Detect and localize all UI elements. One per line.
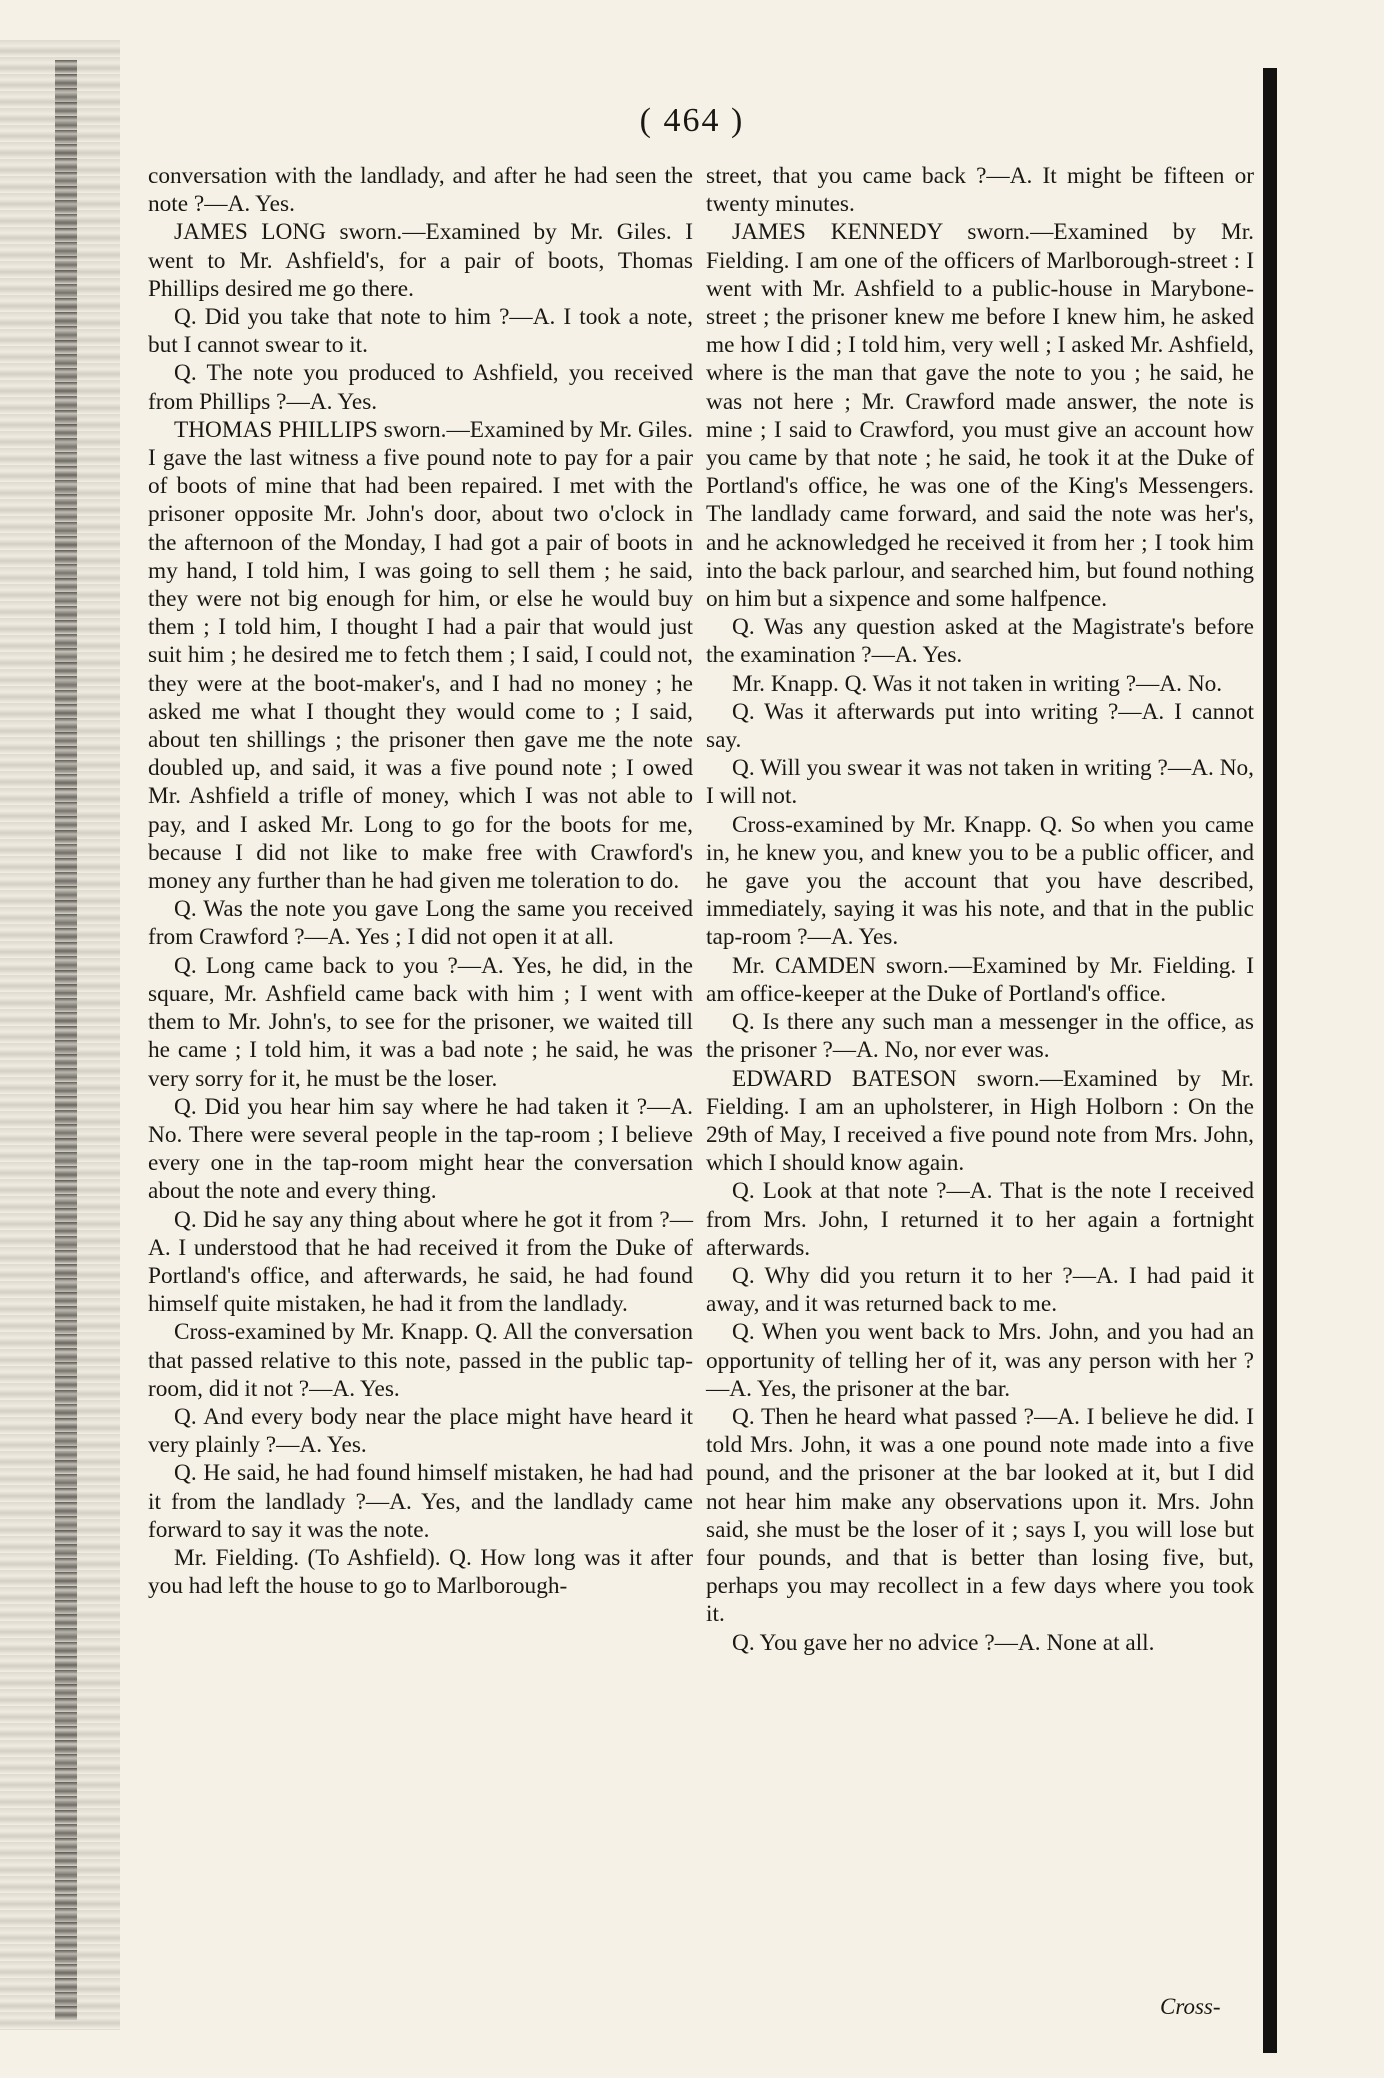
paragraph: Q. Long came back to you ?—A. Yes, he did, in the square, Mr. Ashfield came back with him ; I went with them to Mr. John's, to see for the prisoner, we waited till he came ; I told him, it was a bad note ; he said, he was very sorry for it, he must be the loser. [148,952,693,1092]
paragraph: Q. Why did you return it to her ?—A. I had paid it away, and it was returned back to me. [706,1262,1254,1318]
paragraph: Q. And every body near the place might have heard it very plainly ?—A. Yes. [148,1403,693,1459]
paragraph: THOMAS PHILLIPS sworn.—Examined by Mr. Giles. I gave the last witness a five pound note to pay for a pair of boots of mine that had been repaired. I met with the prisoner opposite Mr. John's door, about two o'clock in the afternoon of the Monday, I had got a pair of boots in my hand, I told him, I was going to sell them ; he said, they were not big enough for him, or else he would buy them ; I told him, I thought I had a pair that would just suit him ; he desired me to fetch them ; I said, I could not, they were at the boot-maker's, and I had no money ; he asked me what I thought they would come to ; I said, about ten shillings ; the prisoner then gave me the note doubled up, and said, it was a five pound note ; I owed Mr. Ashfield a trifle of money, which I was not able to pay, and I asked Mr. Long to go for the boots for me, because I did not like to make free with Crawford's money any further than he had given me toleration to do. [148,416,693,895]
paragraph: JAMES LONG sworn.—Examined by Mr. Giles. I went to Mr. Ashfield's, for a pair of boots, Thomas Phillips desired me go there. [148,219,693,302]
paragraph: Q. You gave her no advice ?—A. None at all. [732,1629,1155,1656]
paragraph: Q. Look at that note ?—A. That is the note I received from Mrs. John, I returned it to her again a fortnight afterwards. [706,1178,1254,1261]
binding-edge-shadow [55,60,77,2020]
paragraph: Q. He said, he had found himself mistaken, he had had it from the landlady ?—A. Yes, and the landlady came forward to say it was the note. [148,1460,693,1543]
paragraph: Q. The note you produced to Ashfield, you received from Phillips ?—A. Yes. [148,360,693,415]
paragraph: Cross-examined by Mr. Knapp. Q. So when you came in, he knew you, and knew you to be a public officer, and he gave you the account that you have described, immediately, saying it was his note, and that in the public tap-room ?—A. Yes. [706,811,1254,951]
paragraph: Q. Was any question asked at the Magistrate's before the examination ?—A. Yes. [706,614,1254,669]
left-column [148,162,693,1600]
paragraph: conversation with the landlady, and after he had seen the note ?—A. Yes. [148,163,693,218]
right-column [706,162,1254,1657]
page-edge-rule [1263,68,1277,2053]
paragraph: Q. Did he say any thing about where he got it from ?—A. I understood that he had received it from the Duke of Portland's office, and afterwards, he said, he had found himself quite mistaken, he had it from the landlady. [148,1206,693,1318]
paragraph: Q. Then he heard what passed ?—A. I believe he did. I told Mrs. John, it was a one pound note made into a five pound, and the prisoner at the bar looked at it, but I did not hear him make any observations upon it. Mrs. John said, she must be the loser of it ; says I, you will lose but four pounds, and that is better than losing five, but, perhaps you may recollect in a few days where you took it. [706,1403,1254,1628]
paragraph: Q. Was it afterwards put into writing ?—A. I cannot say. [706,698,1254,754]
paragraph: JAMES KENNEDY sworn.—Examined by Mr. Fielding. I am one of the officers of Marlborough-street : I went with Mr. Ashfield to a public-house in Marybone-street ; the prisoner knew me before I knew him, he asked me how I did ; I told him, very well ; I asked Mr. Ashfield, where is the man that gave the note to you ; he said, he was not here ; Mr. Crawford made answer, the note is mine ; I said to Crawford, you must give an account how you came by that note ; he said, he took it at the Duke of Portland's office, he was one of the King's Messengers. The landlady came forward, and said the note was her's, and he acknowledged he received it from her ; I took him into the back parlour, and searched him, but found nothing on him but a sixpence and some halfpence. [706,219,1254,613]
paragraph: Q. Was the note you gave Long the same you received from Crawford ?—A. Yes ; I did not open it at all. [148,896,693,951]
paragraph: street, that you came back ?—A. It might be fifteen or twenty minutes. [706,163,1254,218]
catchword: Cross- [1160,1994,1221,2019]
paragraph: Cross-examined by Mr. Knapp. Q. All the conversation that passed relative to this note, passed in the public tap-room, did it not ?—A. Yes. [148,1319,693,1402]
paragraph: Mr. Knapp. Q. Was it not taken in writing ?—A. No. [732,670,1223,697]
paragraph: Q. Will you swear it was not taken in writing ?—A. No, I will not. [706,755,1254,810]
paragraph: EDWARD BATESON sworn.—Examined by Mr. Fielding. I am an upholsterer, in High Holborn : On the 29th of May, I received a five pound note from Mrs. John, which I should know again. [706,1065,1254,1177]
page-number: ( 464 ) [639,102,745,139]
paragraph: Q. When you went back to Mrs. John, and you had an opportunity of telling her of it, was any person with her ?—A. Yes, the prisoner at the bar. [706,1319,1254,1402]
paragraph: Mr. Fielding. (To Ashfield). Q. How long was it after you had left the house to go to Marlborough- [148,1544,693,1600]
paragraph: Q. Did you take that note to him ?—A. I took a note, but I cannot swear to it. [148,304,693,359]
paragraph: Mr. CAMDEN sworn.—Examined by Mr. Fielding. I am office-keeper at the Duke of Portland's office. [706,952,1254,1007]
paragraph: Q. Is there any such man a messenger in the office, as the prisoner ?—A. No, nor ever was. [706,1009,1254,1064]
paragraph: Q. Did you hear him say where he had taken it ?—A. No. There were several people in the tap-room ; I believe every one in the tap-room might hear the conversation about the note and every thing. [148,1093,693,1205]
